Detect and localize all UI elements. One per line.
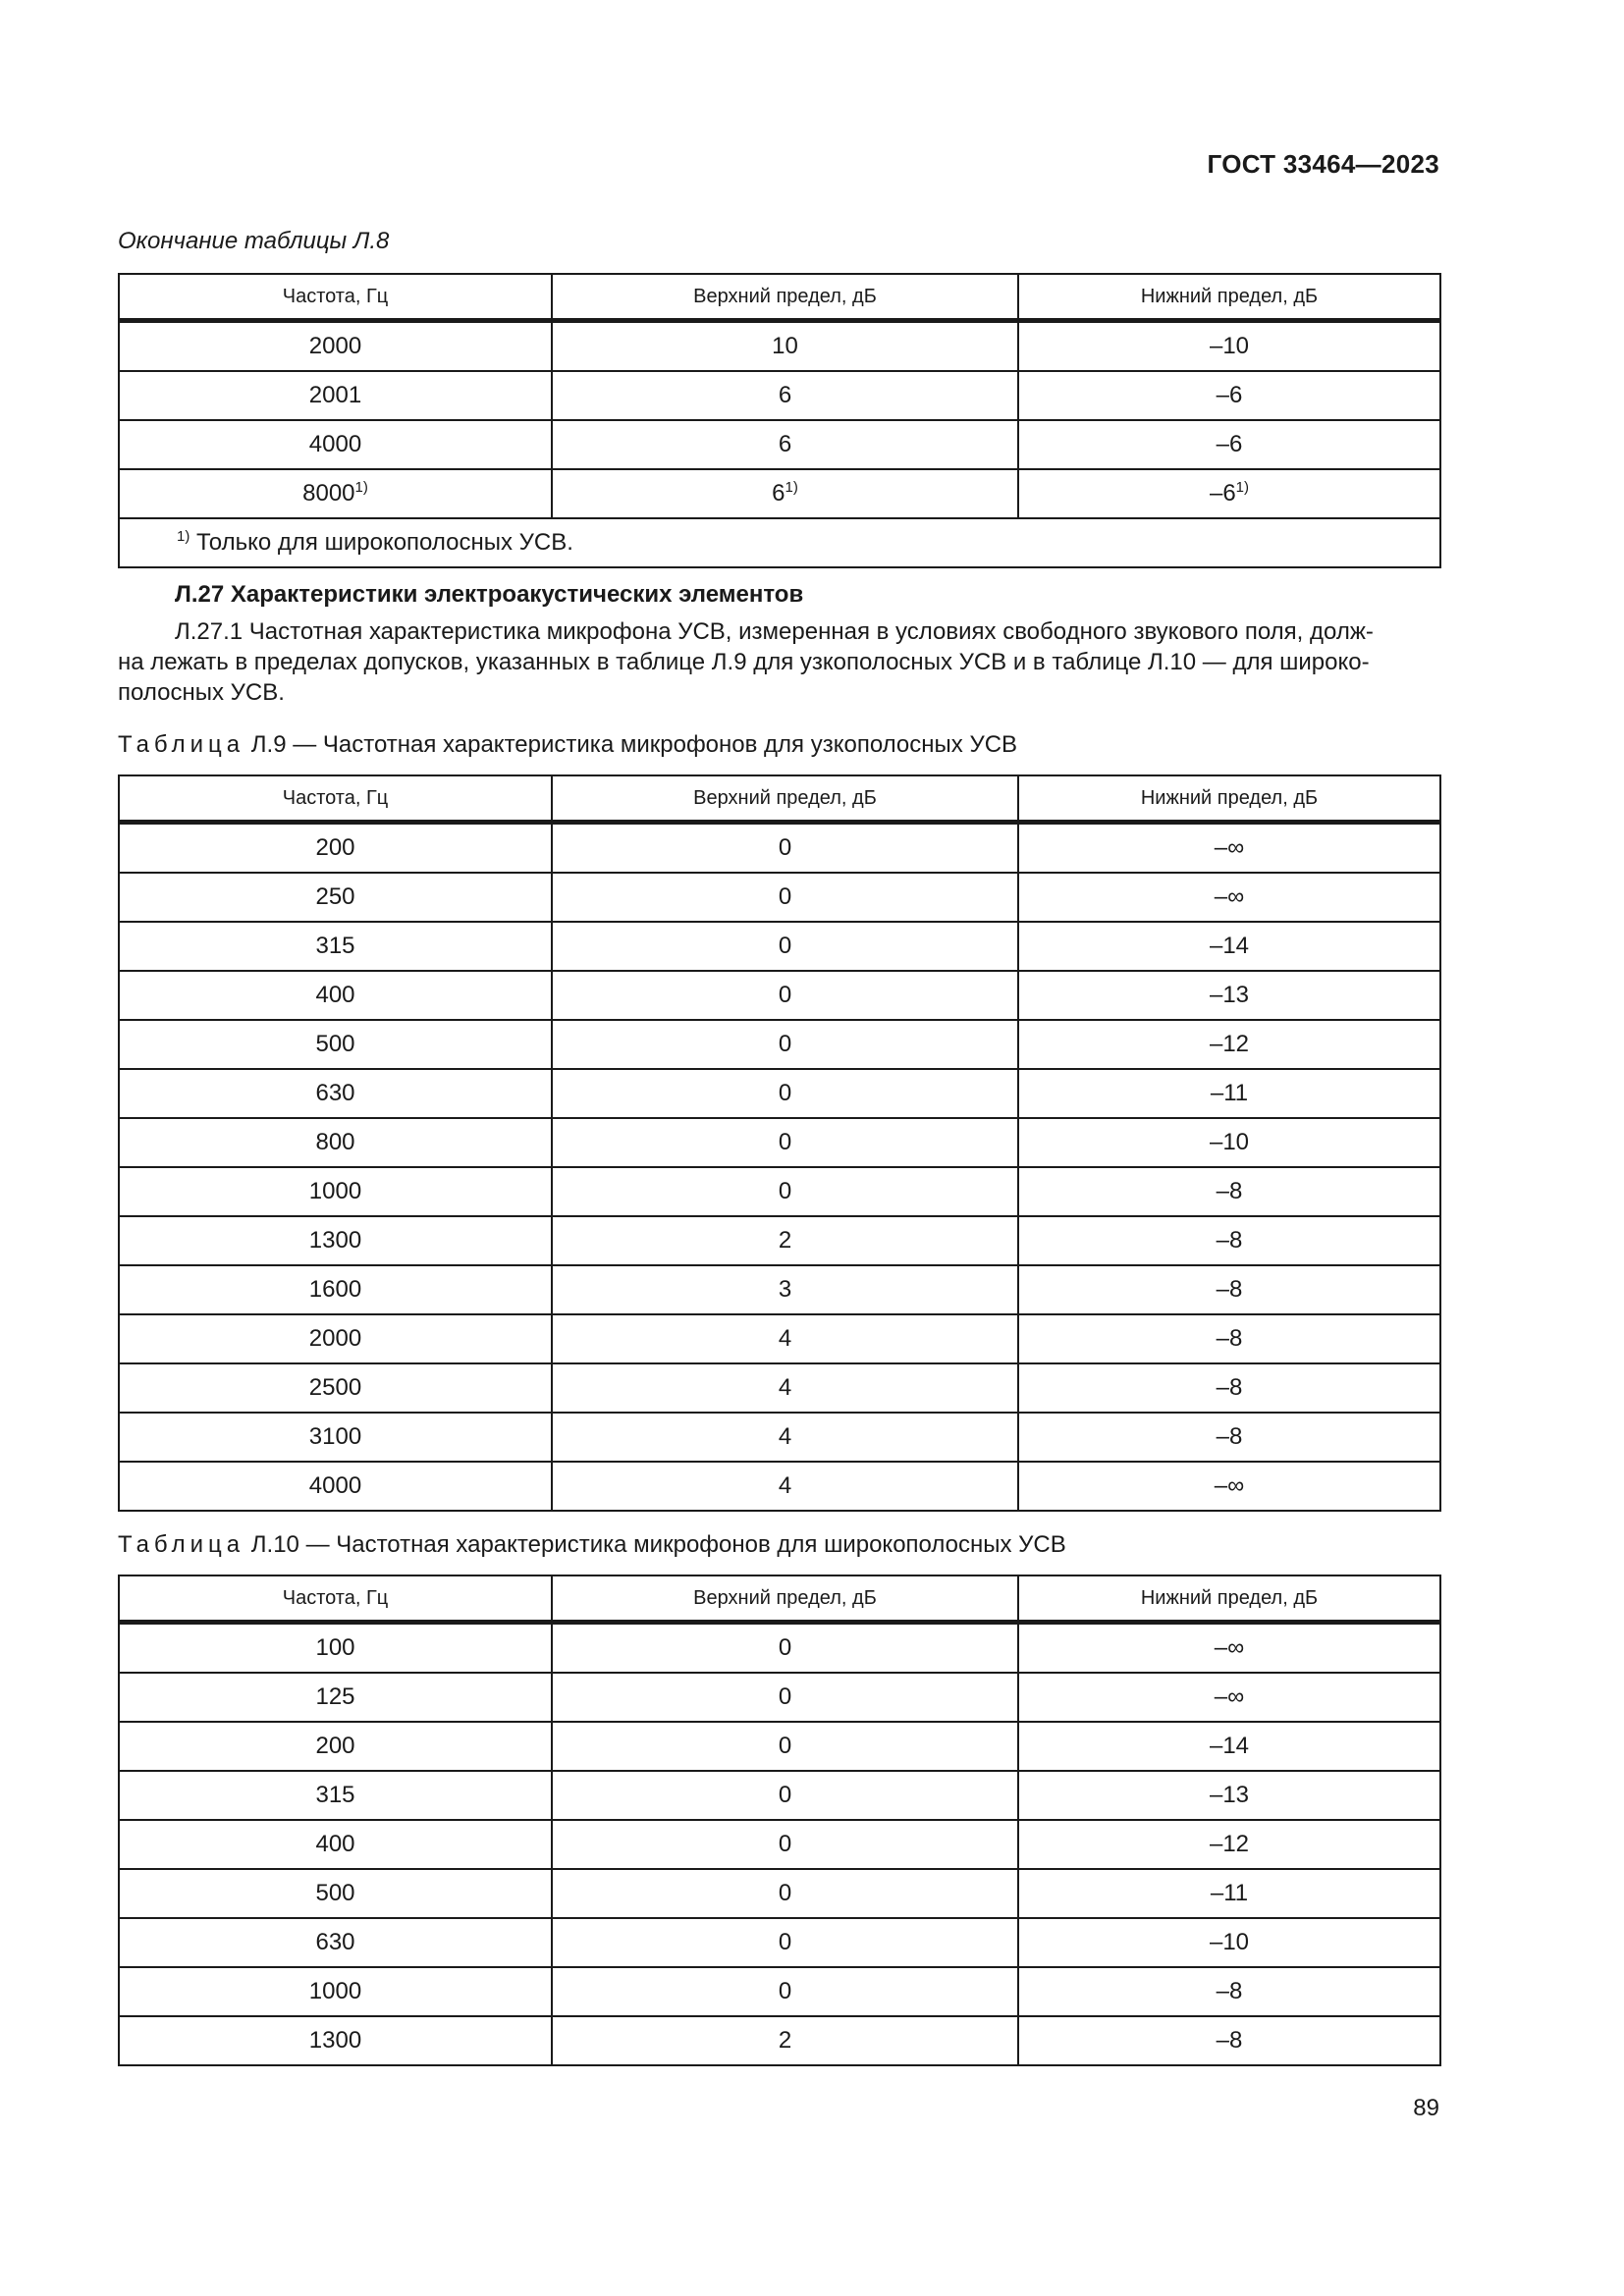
- table-cell: 1000: [119, 1967, 552, 2016]
- section-paragraph: [118, 616, 1439, 708]
- table-l9: [118, 774, 1441, 1512]
- table-cell: 1300: [119, 1216, 552, 1265]
- table-header-row: [119, 274, 1440, 321]
- table-cell: –10: [1018, 1918, 1440, 1967]
- cell-value: 6: [772, 480, 785, 507]
- table-row: [119, 873, 1440, 922]
- table-cell: 400: [119, 971, 552, 1020]
- table-cell: 1600: [119, 1265, 552, 1314]
- table-cell: 200: [119, 1722, 552, 1771]
- table-cell: 6: [552, 371, 1018, 420]
- table-cell: –12: [1018, 1020, 1440, 1069]
- table-row: [119, 1722, 1440, 1771]
- table-cell: –8: [1018, 1167, 1440, 1216]
- table-cell: [552, 469, 1018, 518]
- column-header: Верхний предел, дБ: [552, 1575, 1018, 1623]
- table-cell: –12: [1018, 1820, 1440, 1869]
- table-row: [119, 1167, 1440, 1216]
- column-header: Верхний предел, дБ: [552, 274, 1018, 321]
- table-row: [119, 1216, 1440, 1265]
- column-header: Нижний предел, дБ: [1018, 1575, 1440, 1623]
- table-cell: 200: [119, 823, 552, 874]
- table-cell: 0: [552, 823, 1018, 874]
- table-cell: –∞: [1018, 1462, 1440, 1511]
- footnote-marker: 1): [354, 479, 368, 496]
- table-l10-title: [118, 1531, 1066, 1559]
- table-cell: 0: [552, 1869, 1018, 1918]
- table-cell: –8: [1018, 1363, 1440, 1413]
- table-cell: 125: [119, 1673, 552, 1722]
- table-cell: 0: [552, 1118, 1018, 1167]
- table-cell: 0: [552, 1020, 1018, 1069]
- table-cell: –∞: [1018, 1623, 1440, 1674]
- cell-value: 8000: [302, 480, 355, 507]
- table-row: [119, 823, 1440, 874]
- table-header-row: [119, 775, 1440, 823]
- table-row: [119, 922, 1440, 971]
- table-cell: –11: [1018, 1069, 1440, 1118]
- table-cell: –6: [1018, 371, 1440, 420]
- table-cell: 4: [552, 1314, 1018, 1363]
- table-cell: 0: [552, 1820, 1018, 1869]
- table-row: [119, 971, 1440, 1020]
- table-row: [119, 2016, 1440, 2065]
- table-row: [119, 1314, 1440, 1363]
- table-cell: –13: [1018, 971, 1440, 1020]
- table-l10: [118, 1575, 1441, 2066]
- table-cell: –6: [1018, 420, 1440, 469]
- table-row: [119, 1265, 1440, 1314]
- table-row: [119, 1118, 1440, 1167]
- table-cell: 2500: [119, 1363, 552, 1413]
- table-cell: 4: [552, 1363, 1018, 1413]
- table-cell: –14: [1018, 922, 1440, 971]
- table-cell: 0: [552, 1623, 1018, 1674]
- section-heading: Л.27 Характеристики электроакустических элементов: [175, 581, 804, 608]
- table-cell: 250: [119, 873, 552, 922]
- table-row: [119, 1462, 1440, 1511]
- table-label: Таблица: [118, 731, 245, 758]
- footnote-marker: 1): [785, 479, 798, 496]
- table-footnote-row: [119, 518, 1440, 567]
- table-cell: 0: [552, 873, 1018, 922]
- table-cell: 3: [552, 1265, 1018, 1314]
- table-l9-title: [118, 731, 1017, 759]
- table-cell: 500: [119, 1020, 552, 1069]
- table-cell: 500: [119, 1869, 552, 1918]
- table-cell: [1018, 469, 1440, 518]
- table-row: [119, 1673, 1440, 1722]
- table-cell: 4: [552, 1462, 1018, 1511]
- table-cell: 4: [552, 1413, 1018, 1462]
- table-cell: 0: [552, 1069, 1018, 1118]
- table-cell: 6: [552, 420, 1018, 469]
- document-code: ГОСТ 33464—2023: [1207, 149, 1439, 179]
- table-cell: 630: [119, 1918, 552, 1967]
- table-cell: –11: [1018, 1869, 1440, 1918]
- table-header-row: [119, 1575, 1440, 1623]
- column-header: Верхний предел, дБ: [552, 775, 1018, 823]
- table-cell: –8: [1018, 1314, 1440, 1363]
- paragraph-line: на лежать в пределах допусков, указанных в таблице Л.9 для узкополосных УСВ и в таблице Л.10 — для широко-: [118, 649, 1370, 675]
- paragraph-line: Л.27.1 Частотная характеристика микрофона УСВ, измеренная в условиях свободного звукового поля, долж-: [175, 618, 1374, 645]
- table-cell: 0: [552, 1771, 1018, 1820]
- table-continuation-caption: Окончание таблицы Л.8: [118, 228, 390, 254]
- table-title-text: Л.10 — Частотная характеристика микрофонов для широкополосных УСВ: [250, 1531, 1066, 1558]
- column-header: Частота, Гц: [119, 1575, 552, 1623]
- table-row: [119, 1918, 1440, 1967]
- footnote-text: Только для широкополосных УСВ.: [196, 529, 573, 556]
- table-cell: –∞: [1018, 823, 1440, 874]
- table-row: [119, 1069, 1440, 1118]
- table-cell: –14: [1018, 1722, 1440, 1771]
- table-title-text: Л.9 — Частотная характеристика микрофонов для узкополосных УСВ: [250, 731, 1018, 758]
- table-cell: [119, 469, 552, 518]
- table-cell: 2000: [119, 1314, 552, 1363]
- table-row: [119, 1771, 1440, 1820]
- table-cell: 0: [552, 1167, 1018, 1216]
- table-cell: 10: [552, 321, 1018, 372]
- table-cell: –13: [1018, 1771, 1440, 1820]
- table-row: [119, 1820, 1440, 1869]
- table-cell: 2001: [119, 371, 552, 420]
- table-row: [119, 1020, 1440, 1069]
- table-cell: 800: [119, 1118, 552, 1167]
- table-row: [119, 1967, 1440, 2016]
- table-row: [119, 469, 1440, 518]
- table-footnote: [119, 518, 1440, 567]
- table-cell: –8: [1018, 2016, 1440, 2065]
- table-cell: 630: [119, 1069, 552, 1118]
- table-cell: –10: [1018, 1118, 1440, 1167]
- table-cell: 0: [552, 1967, 1018, 2016]
- table-cell: 0: [552, 1722, 1018, 1771]
- table-cell: –8: [1018, 1967, 1440, 2016]
- table-row: [119, 1623, 1440, 1674]
- table-cell: 100: [119, 1623, 552, 1674]
- table-cell: 3100: [119, 1413, 552, 1462]
- table-l8: [118, 273, 1441, 568]
- paragraph-line: полосных УСВ.: [118, 679, 285, 706]
- table-cell: 315: [119, 922, 552, 971]
- table-cell: 400: [119, 1820, 552, 1869]
- table-cell: 1000: [119, 1167, 552, 1216]
- table-row: [119, 371, 1440, 420]
- column-header: Частота, Гц: [119, 274, 552, 321]
- table-cell: –∞: [1018, 873, 1440, 922]
- column-header: Нижний предел, дБ: [1018, 274, 1440, 321]
- table-cell: 315: [119, 1771, 552, 1820]
- table-label: Таблица: [118, 1531, 245, 1558]
- table-cell: 0: [552, 922, 1018, 971]
- table-cell: –10: [1018, 321, 1440, 372]
- table-cell: 2000: [119, 321, 552, 372]
- table-row: [119, 321, 1440, 372]
- table-row: [119, 1413, 1440, 1462]
- table-cell: 0: [552, 971, 1018, 1020]
- table-cell: 0: [552, 1918, 1018, 1967]
- table-cell: 2: [552, 2016, 1018, 2065]
- table-cell: 2: [552, 1216, 1018, 1265]
- table-row: [119, 1869, 1440, 1918]
- table-cell: 1300: [119, 2016, 552, 2065]
- column-header: Нижний предел, дБ: [1018, 775, 1440, 823]
- column-header: Частота, Гц: [119, 775, 552, 823]
- page-number: 89: [1413, 2095, 1439, 2121]
- table-cell: 0: [552, 1673, 1018, 1722]
- footnote-marker: 1): [177, 528, 190, 545]
- table-row: [119, 1363, 1440, 1413]
- cell-value: –6: [1209, 480, 1236, 507]
- footnote-marker: 1): [1235, 479, 1250, 496]
- table-cell: 4000: [119, 420, 552, 469]
- table-cell: –8: [1018, 1265, 1440, 1314]
- table-cell: 4000: [119, 1462, 552, 1511]
- table-row: [119, 420, 1440, 469]
- table-cell: –∞: [1018, 1673, 1440, 1722]
- table-cell: –8: [1018, 1216, 1440, 1265]
- table-cell: –8: [1018, 1413, 1440, 1462]
